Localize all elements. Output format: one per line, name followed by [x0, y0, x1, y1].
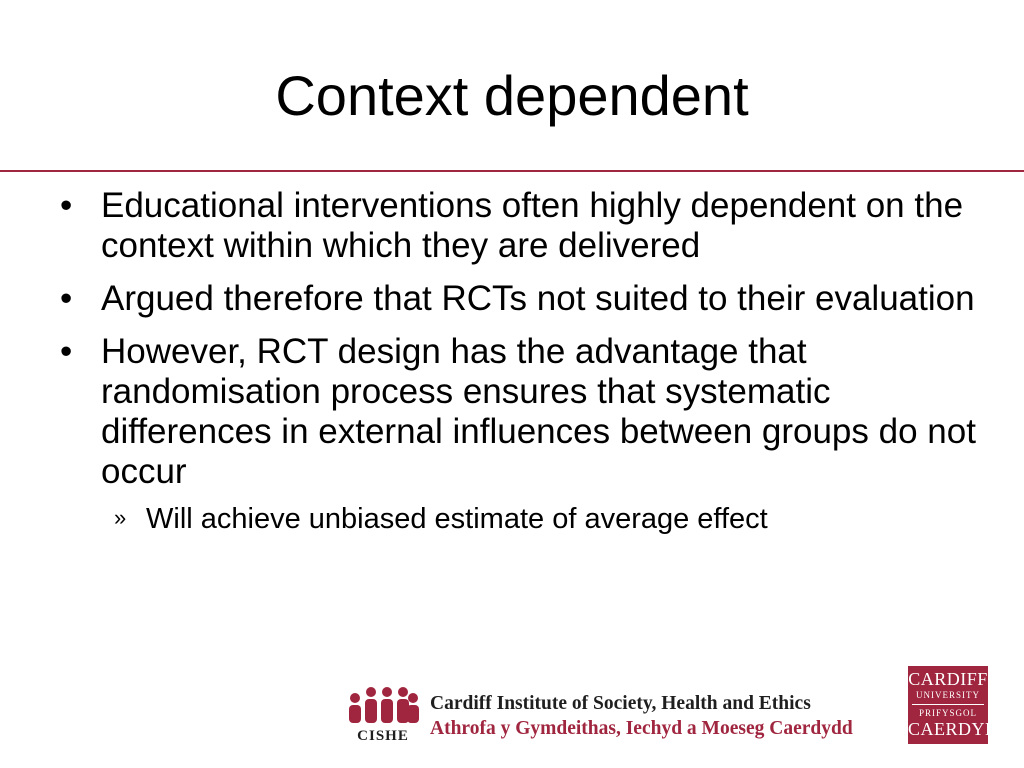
cishe-logo-text: CISHE [357, 728, 409, 744]
bullet-list [58, 186, 988, 537]
sub-bullet-text: Will achieve unbiased estimate of average effect [146, 503, 768, 535]
bullet-item [58, 332, 988, 492]
bullet-marker: • [60, 186, 73, 225]
logo-caerdydd-text: CAERDYDD [908, 719, 1013, 739]
institute-name-welsh: Athrofa y Gymdeithas, Iechyd a Moeseg Caerdydd [430, 718, 853, 739]
bullet-item [58, 279, 988, 319]
logo-university-text: UNIVERSITY [916, 690, 980, 700]
bullet-item [58, 186, 988, 266]
bullet-text: Educational interventions often highly dependent on the context within which they are delivered [101, 186, 964, 265]
bullet-marker: • [60, 279, 73, 318]
cardiff-university-logo [908, 666, 1013, 744]
logo-cardiff-text: CARDIFF [908, 669, 988, 689]
slide-title: Context dependent [275, 64, 749, 127]
sub-bullet-item [58, 501, 988, 537]
bullet-text: However, RCT design has the advantage that randomisation process ensures that systematic differences in external influences between groups do not occur [101, 332, 976, 491]
title-divider [0, 170, 1024, 172]
logo-prifysgol-text: PRIFYSGOL [918, 708, 977, 718]
bullet-marker: • [60, 332, 73, 371]
institute-name-english: Cardiff Institute of Society, Health and Ethics [430, 693, 811, 714]
bullet-text: Argued therefore that RCTs not suited to their evaluation [101, 279, 975, 318]
sub-bullet-marker: » [114, 505, 127, 530]
logo-divider [912, 704, 984, 705]
